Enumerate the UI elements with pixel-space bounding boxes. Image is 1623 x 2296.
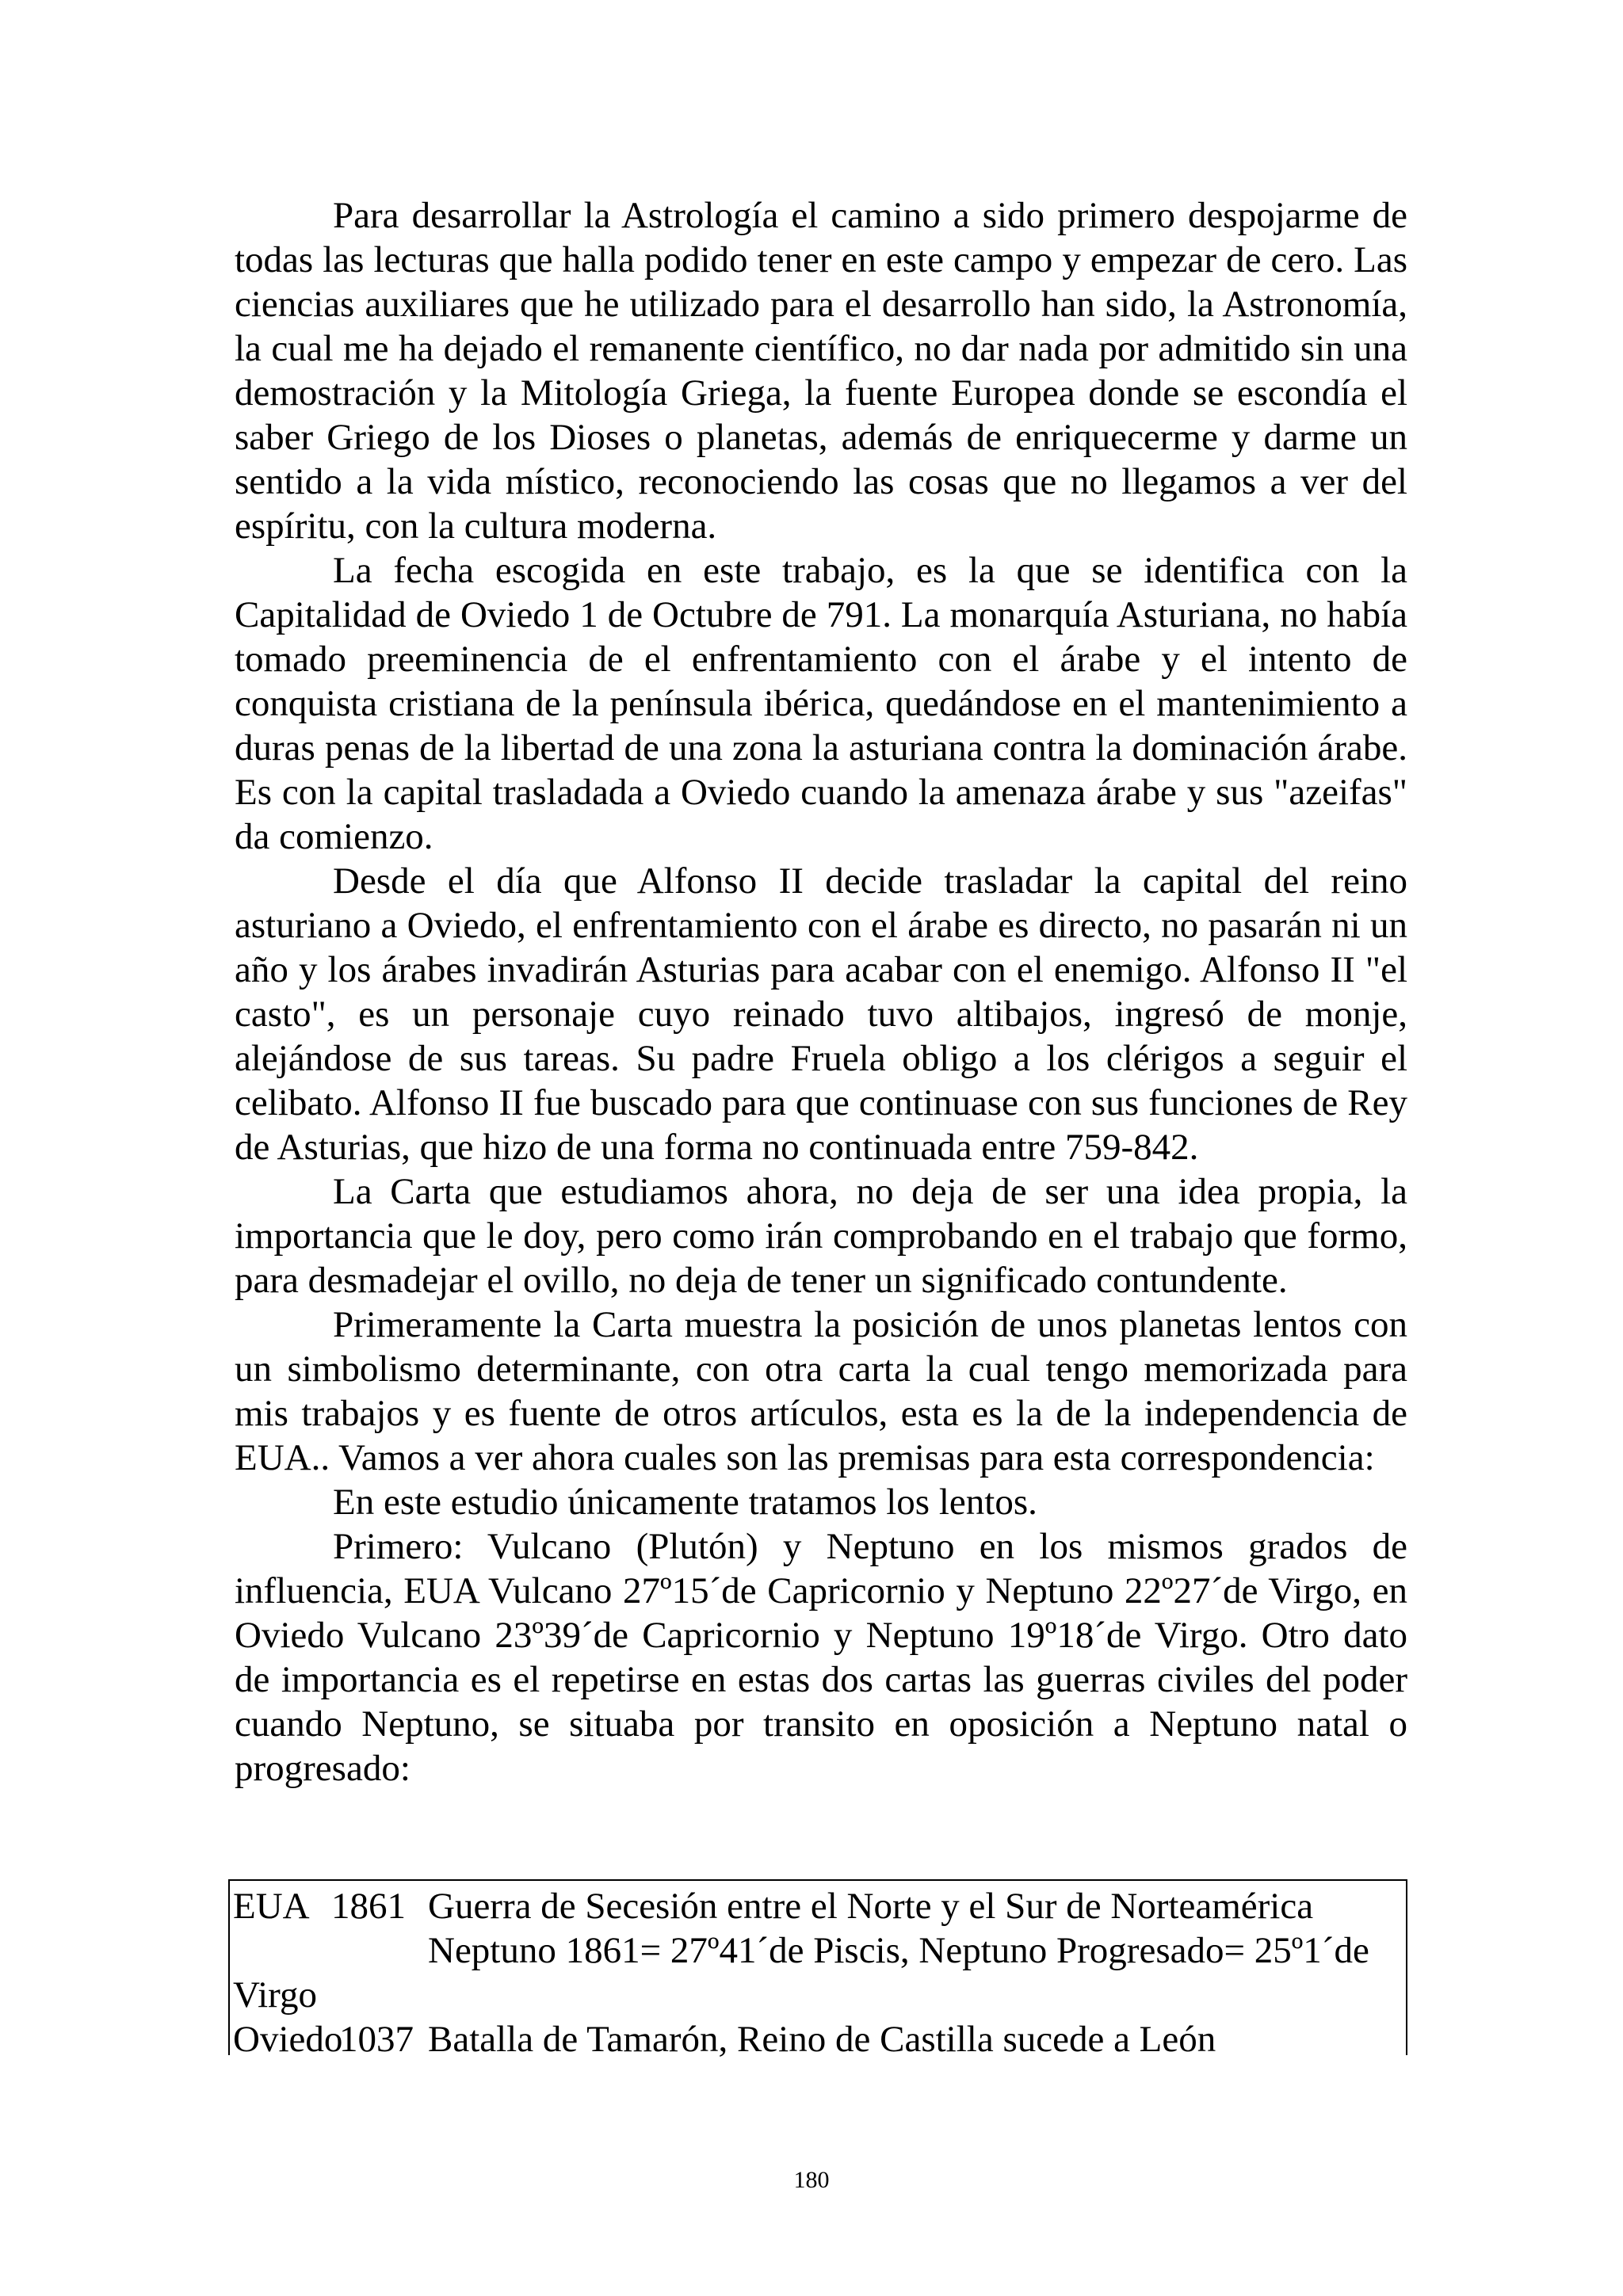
event-title-oviedo: Batalla de Tamarón, Reino de Castilla sucede a León bbox=[428, 2019, 1216, 2060]
event-detail-eua-wrap: Virgo bbox=[233, 1974, 317, 2016]
paragraph-5: Primeramente la Carta muestra la posición de unos planetas lentos con un simbolismo determinante, con otra carta la cual tengo memorizada para mis trabajos y es fuente de otros artículos, esta es la de la independencia de EUA.. Vamos a ver ahora cuales son las premisas para esta correspondencia: bbox=[235, 1304, 1407, 1478]
paragraph-7: Primero: Vulcano (Plutón) y Neptuno en los mismos grados de influencia, EUA Vulcano 27º15´de Capricornio y Neptuno 22º27´de Virgo, en Oviedo Vulcano 23º39´de Capricornio y Neptuno 19º18´de Virgo. Otro dato de importancia es el repetirse en estas dos cartas las guerras civiles del poder cuando Neptuno, se situaba por transito en oposición a Neptuno natal o progresado: bbox=[235, 1526, 1407, 1789]
event-year-oviedo: 1037 bbox=[339, 2019, 414, 2060]
event-place-eua: EUA bbox=[233, 1886, 310, 1927]
paragraph-1: Para desarrollar la Astrología el camino a sido primero despojarme de todas las lecturas que halla podido tener en este campo y empezar de cero. Las ciencias auxiliares que he utilizado para el desarrollo han sido, la Astronomía, la cual me ha dejado el remanente científico, no dar nada por admitido sin una demostración y la Mitología Griega, la fuente Europea donde se escondía el saber Griego de los Dioses o planetas, además de enriquecerme y darme un sentido a la vida místico, reconociendo las cosas que no llegamos a ver del espíritu, con la cultura moderna. bbox=[235, 195, 1407, 547]
paragraph-4: La Carta que estudiamos ahora, no deja de ser una idea propia, la importancia que le doy, pero como irán comprobando en el trabajo que formo, para desmadejar el ovillo, no deja de tener un significado contundente. bbox=[235, 1171, 1407, 1301]
event-place-oviedo: Oviedo bbox=[233, 2019, 343, 2060]
events-table bbox=[228, 1879, 1407, 2060]
paragraph-6: En este estudio únicamente tratamos los lentos. bbox=[333, 1482, 1037, 1523]
paragraph-2: La fecha escogida en este trabajo, es la que se identifica con la Capitalidad de Oviedo 1 de Octubre de 791. La monarquía Asturiana, no había tomado preeminencia de el enfrentamiento con el árabe y el intento de conquista cristiana de la península ibérica, quedándose en el mantenimiento a duras penas de la libertad de una zona la asturiana contra la dominación árabe. Es con la capital trasladada a Oviedo cuando la amenaza árabe y sus "azeifas" da comienzo. bbox=[235, 550, 1407, 857]
paragraph-3: Desde el día que Alfonso II decide trasladar la capital del reino asturiano a Oviedo, el enfrentamiento con el árabe es directo, no pasarán ni un año y los árabes invadirán Asturias para acabar con el enemigo. Alfonso II "el casto", es un personaje cuyo reinado tuvo altibajos, ingresó de monje, alejándose de sus tareas. Su padre Fruela obligo a los clérigos a seguir el celibato. Alfonso II fue buscado para que continuase con sus funciones de Rey de Asturias, que hizo de una forma no continuada entre 759-842. bbox=[235, 860, 1407, 1168]
event-detail-eua: Neptuno 1861= 27º41´de Piscis, Neptuno Progresado= 25º1´de bbox=[428, 1930, 1369, 1971]
page-number: 180 bbox=[793, 2167, 830, 2193]
event-title-eua: Guerra de Secesión entre el Norte y el Sur de Norteamérica bbox=[428, 1886, 1314, 1927]
body-text bbox=[235, 193, 1407, 1791]
event-year-eua: 1861 bbox=[331, 1886, 406, 1927]
